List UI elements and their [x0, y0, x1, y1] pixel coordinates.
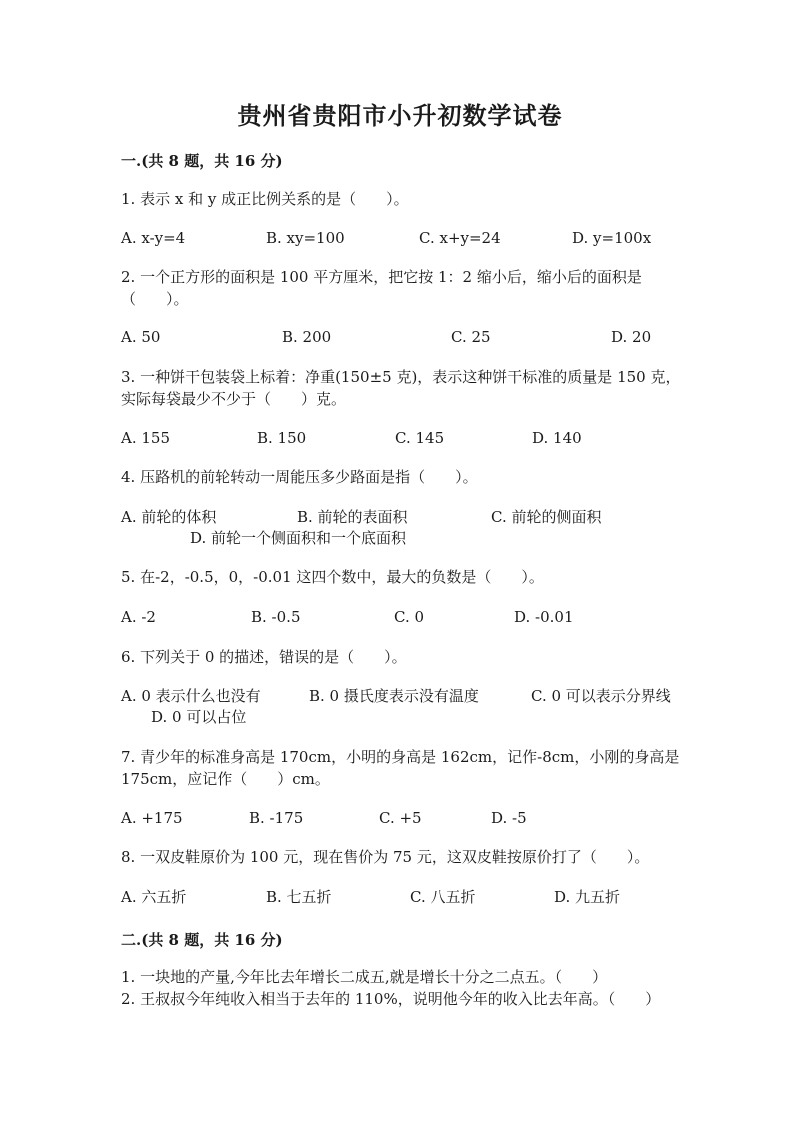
option-a[interactable]: A. x-y=4	[121, 229, 186, 247]
option-d[interactable]: D. -5	[491, 809, 527, 827]
option-b[interactable]: B. -175	[249, 809, 304, 827]
option-c[interactable]: C. 八五折	[410, 888, 476, 906]
option-c[interactable]: C. +5	[379, 809, 422, 827]
option-b[interactable]: B. 前轮的表面积	[297, 508, 408, 526]
question-8: 8. 一双皮鞋原价为 100 元，现在售价为 75 元，这双皮鞋按原价打了（ ）。	[121, 848, 650, 866]
question-5: 5. 在-2，-0.5，0，-0.01 这四个数中，最大的负数是（ ）。	[121, 568, 544, 586]
option-d[interactable]: D. 前轮一个侧面积和一个底面积	[190, 529, 407, 547]
exam-title: 贵州省贵阳市小升初数学试卷	[237, 101, 563, 130]
option-c[interactable]: C. 25	[451, 328, 491, 346]
question-6-options	[121, 686, 681, 730]
option-a[interactable]: A. 155	[121, 429, 170, 447]
option-d[interactable]: D. 140	[532, 429, 582, 447]
option-b[interactable]: B. xy=100	[266, 229, 345, 247]
option-a[interactable]: A. 六五折	[121, 888, 187, 906]
question-1: 1. 表示 x 和 y 成正比例关系的是（ ）。	[121, 190, 409, 208]
option-b[interactable]: B. -0.5	[251, 608, 301, 626]
option-c[interactable]: C. 145	[395, 429, 445, 447]
option-c[interactable]: C. 前轮的侧面积	[491, 508, 602, 526]
option-b[interactable]: B. 0 摄氏度表示没有温度	[309, 687, 479, 705]
option-d[interactable]: D. 20	[611, 328, 652, 346]
question-7: 7. 青少年的标准身高是 170cm，小明的身高是 162cm，记作-8cm，小刚的身高是 175cm，应记作（ ）cm。	[121, 748, 680, 788]
section-2-heading: 二.(共 8 题，共 16 分)	[121, 931, 283, 949]
option-a[interactable]: A. +175	[121, 809, 183, 827]
question-2: 2. 一个正方形的面积是 100 平方厘米，把它按 1：2 缩小后，缩小后的面积是（ ）。	[121, 268, 642, 308]
question-4-options	[121, 507, 681, 551]
option-a[interactable]: A. 0 表示什么也没有	[121, 687, 261, 705]
option-d[interactable]: D. 0 可以占位	[151, 708, 247, 726]
option-d[interactable]: D. 九五折	[554, 888, 621, 906]
option-c[interactable]: C. 0	[394, 608, 425, 626]
judgement-item-1: 1. 一块地的产量,今年比去年增长二成五,就是增长十分之二点五。（ ）	[121, 968, 608, 986]
option-d[interactable]: D. -0.01	[514, 608, 574, 626]
section-1-heading: 一.(共 8 题，共 16 分)	[121, 152, 283, 170]
judgement-item-2: 2. 王叔叔今年纯收入相当于去年的 110%，说明他今年的收入比去年高。（ ）	[121, 990, 661, 1008]
option-a[interactable]: A. 50	[121, 328, 161, 346]
option-d[interactable]: D. y=100x	[572, 229, 652, 247]
option-b[interactable]: B. 150	[257, 429, 307, 447]
option-c[interactable]: C. 0 可以表示分界线	[531, 687, 671, 705]
option-b[interactable]: B. 七五折	[266, 888, 332, 906]
question-6: 6. 下列关于 0 的描述，错误的是（ ）。	[121, 648, 407, 666]
option-a[interactable]: A. -2	[121, 608, 156, 626]
question-4: 4. 压路机的前轮转动一周能压多少路面是指（ ）。	[121, 468, 478, 486]
option-a[interactable]: A. 前轮的体积	[121, 508, 217, 526]
option-b[interactable]: B. 200	[282, 328, 332, 346]
question-3: 3. 一种饼干包装袋上标着：净重(150±5 克)，表示这种饼干标准的质量是 150 克，实际每袋最少不少于（ ）克。	[121, 368, 681, 408]
option-c[interactable]: C. x+y=24	[419, 229, 501, 247]
